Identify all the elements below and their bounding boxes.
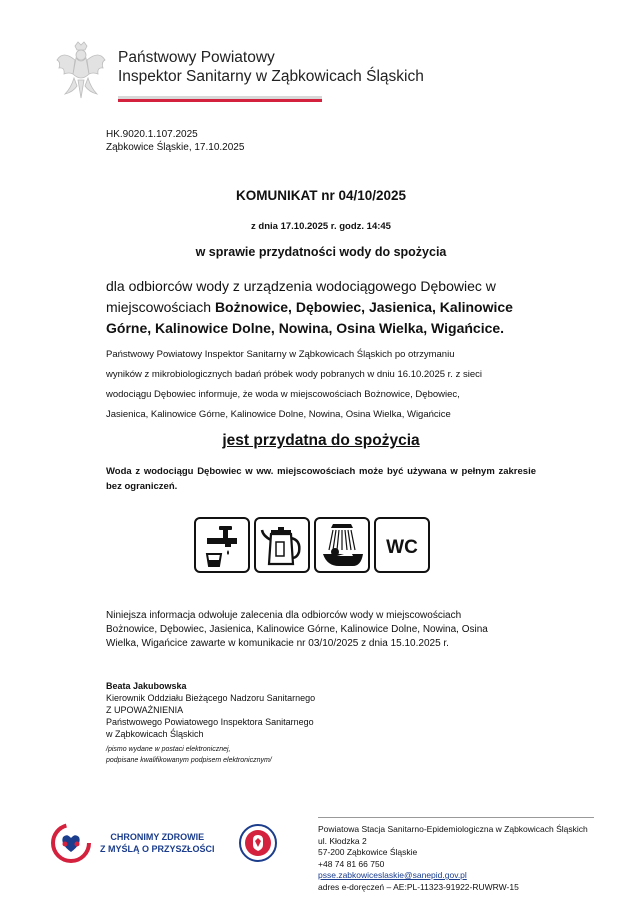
sanitary-inspection-seal bbox=[238, 821, 278, 870]
kettle-icon bbox=[254, 517, 310, 573]
place-date: Ząbkowice Śląskie, 17.10.2025 bbox=[106, 142, 245, 153]
info-line: Niniejsza informacja odwołuje zalecenia dla odbiorców wody w miejscowościach bbox=[106, 610, 462, 621]
street-address: ul. Kłodzka 2 bbox=[318, 835, 367, 846]
signatory-location: w Ząbkowicach Śląskich bbox=[106, 729, 204, 739]
phone-number: +48 74 81 66 750 bbox=[318, 858, 385, 869]
footer-contact bbox=[318, 824, 588, 893]
signatory-name: Beata Jakubowska bbox=[106, 681, 187, 691]
institution-name bbox=[118, 48, 424, 86]
announcement-subject: w sprawie przydatności wody do spożycia bbox=[195, 245, 447, 259]
campaign-slogan bbox=[100, 831, 215, 855]
body-line: Jasienica, Kalinowice Górne, Kalinowice Dolne, Nowina, Osina Wielka, Wigańcice bbox=[106, 409, 451, 420]
edelivery-address: adres e-doręczeń – AE:PL-11323-91922-RUWRW-15 bbox=[318, 881, 519, 892]
body-line: wyników z mikrobiologicznych badań próbek wody pobranych w dniu 16.10.2025 r. z sieci bbox=[106, 369, 482, 380]
body-line: wodociągu Dębowiec informuje, że woda w miejscowościach Bożnowice, Dębowiec, bbox=[106, 389, 460, 400]
body-line: Państwowy Powiatowy Inspektor Sanitarny w Ząbkowicach Śląskich po otrzymaniu bbox=[106, 349, 455, 360]
info-line: Wielka, Wigańcice zawarte w komunikacie nr 03/10/2025 z dnia 15.10.2025 r. bbox=[106, 638, 449, 649]
signatory-authorization: Z UPOWAŻNIENIA bbox=[106, 705, 184, 715]
signatory-authority: Państwowego Powiatowego Inspektora Sanitarnego bbox=[106, 717, 314, 727]
note-line: podpisane kwalifikowanym podpisem elektronicznym/ bbox=[106, 757, 272, 764]
drinking-water-tap-icon bbox=[194, 517, 250, 573]
signature-block bbox=[106, 680, 315, 766]
campaign-line2: Z MYŚLĄ O PRZYSZŁOŚCI bbox=[100, 844, 215, 854]
wc-icon bbox=[374, 517, 430, 573]
wc-label: WC bbox=[386, 537, 418, 558]
email-link[interactable]: psse.zabkowiceslaskie@sanepid.gov.pl bbox=[318, 870, 467, 880]
announcement-datetime: z dnia 17.10.2025 r. godz. 14:45 bbox=[251, 221, 391, 232]
station-name: Powiatowa Stacja Sanitarno-Epidemiologiczna w Ząbkowicach Śląskich bbox=[318, 824, 588, 834]
announcement-title: KOMUNIKAT nr 04/10/2025 bbox=[235, 188, 407, 203]
recipients-paragraph bbox=[106, 276, 546, 339]
header-rule-red bbox=[118, 99, 322, 102]
heart-hands-icon bbox=[50, 822, 92, 864]
footer-rule bbox=[318, 817, 594, 818]
shower-bath-icon bbox=[314, 517, 370, 573]
signatory-role: Kierownik Oddziału Bieżącego Nadzoru Sanitarnego bbox=[106, 693, 316, 703]
city-address: 57-200 Ząbkowice Śląskie bbox=[318, 847, 418, 857]
institution-name-line2: Inspektor Sanitarny w Ząbkowicach Śląskich bbox=[118, 68, 424, 85]
note-line: /pismo wydane w postaci elektronicznej, bbox=[106, 746, 231, 753]
verdict-heading: jest przydatna do spożycia bbox=[222, 432, 420, 449]
case-number: HK.9020.1.107.2025 bbox=[106, 129, 198, 140]
info-line: Bożnowice, Dębowiec, Jasienica, Kalinowice Górne, Kalinowice Dolne, Nowina, Osina bbox=[106, 624, 488, 635]
electronic-signature-note bbox=[106, 744, 315, 766]
campaign-logo bbox=[50, 822, 215, 864]
recipients-intro: dla odbiorców wody z urządzenia wodociągowego Dębowiec w miejscowościach bbox=[106, 278, 496, 315]
detail-paragraph: Woda z wodociągu Dębowiec w ww. miejscowościach może być używana w pełnym zakresie bez ograniczeń. bbox=[106, 466, 536, 492]
revocation-info bbox=[106, 609, 526, 651]
recipients-places: Bożnowice, Dębowiec, Jasienica, Kalinowice Górne, Kalinowice Dolne, Nowina, Osina Wielka, Wigańcice. bbox=[106, 299, 513, 336]
usage-icons-row bbox=[194, 517, 430, 573]
campaign-line1: CHRONIMY ZDROWIE bbox=[110, 832, 205, 842]
polish-eagle-emblem bbox=[55, 40, 107, 102]
reference-block bbox=[106, 128, 244, 154]
institution-name-line1: Państwowy Powiatowy bbox=[118, 49, 275, 66]
body-paragraph bbox=[106, 345, 536, 425]
